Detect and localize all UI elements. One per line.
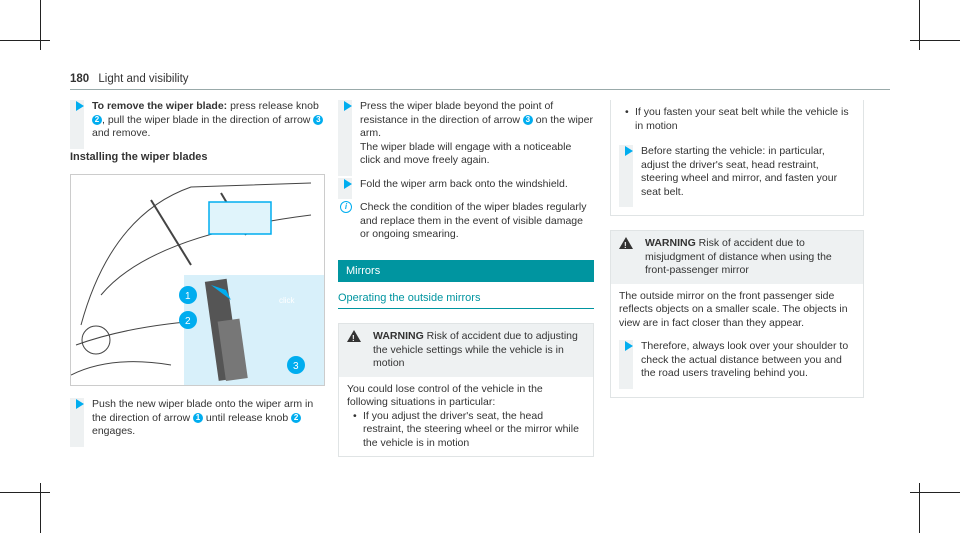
warning-box-mirror xyxy=(610,230,864,398)
list-item: • If you fasten your seat belt while the vehicle is in motion xyxy=(619,106,855,133)
warning-header: ! WARNING Risk of accident due to misjudgment of distance when using the front-passenger mirror xyxy=(611,231,863,284)
page-header xyxy=(70,73,189,85)
warning-box-continued xyxy=(610,100,864,216)
info-icon: i xyxy=(340,201,352,213)
svg-text:3: 3 xyxy=(293,361,299,372)
crop-mark xyxy=(910,492,960,493)
column-1 xyxy=(70,100,326,449)
svg-text:2: 2 xyxy=(185,316,191,327)
header-divider xyxy=(70,89,890,90)
info-note: i Check the condition of the wiper blades regularly and replace them in the event of visible damage or ongoing smearing. xyxy=(338,201,594,242)
badge-2: 2 xyxy=(92,115,102,125)
step-arrow-icon xyxy=(76,399,84,409)
step-arrow-icon xyxy=(344,101,352,111)
step-arrow-icon xyxy=(625,146,633,156)
svg-text:1: 1 xyxy=(185,291,191,302)
column-3 xyxy=(610,100,864,398)
mirrors-subtitle: Operating the outside mirrors xyxy=(338,292,594,310)
section-title: Installing the wiper blades xyxy=(70,150,208,163)
step-arrow-icon xyxy=(76,101,84,111)
warning-icon xyxy=(619,237,633,249)
badge-3: 3 xyxy=(313,115,323,125)
badge-1: 1 xyxy=(193,413,203,423)
warning-header: ! WARNING Risk of accident due to adjusting the vehicle settings while the vehicle is in motion xyxy=(339,324,593,377)
step-arrow-icon xyxy=(344,179,352,189)
step-fold-wiper: Fold the wiper arm back onto the windshield. xyxy=(338,178,594,192)
step-install-wiper: Push the new wiper blade onto the wiper arm in the direction of arrow 1 until release knob 2 engages. xyxy=(70,398,326,439)
mirrors-heading: Mirrors xyxy=(338,260,594,282)
crop-mark xyxy=(919,483,920,533)
click-label: click xyxy=(279,296,295,305)
step-press-wiper: Press the wiper blade beyond the point of resistance in the direction of arrow 3 on the wiper arm. The wiper blade will engage with a noticeable click and move freely again. xyxy=(338,100,594,168)
step-before-start: Before starting the vehicle: in particular, adjust the driver's seat, head restraint, steering wheel and mirror, and fasten your seat belt. xyxy=(619,145,855,199)
warning-icon xyxy=(347,330,361,342)
crop-mark xyxy=(40,483,41,533)
crop-mark xyxy=(919,0,920,50)
crop-mark xyxy=(0,492,50,493)
step-arrow-icon xyxy=(625,341,633,351)
step-look-shoulder: Therefore, always look over your shoulder to check the actual distance between you and the road users traveling behind you. xyxy=(619,340,855,381)
column-2 xyxy=(338,100,594,457)
list-item: • If you adjust the driver's seat, the head restraint, the steering wheel or the mirror while the vehicle is in motion xyxy=(347,410,585,451)
crop-mark xyxy=(40,0,41,50)
page-number: 180 xyxy=(70,73,90,85)
badge-2: 2 xyxy=(291,413,301,423)
crop-mark xyxy=(0,40,50,41)
warning-box xyxy=(338,323,594,457)
crop-mark xyxy=(910,40,960,41)
warning-body: The outside mirror on the front passenger side reflects objects on a smaller scale. The objects in view are in fact closer than they appear. Therefore, always look over your shoulder to check the actual distance between you and the road users traveling behind you. xyxy=(611,284,863,397)
badge-3: 3 xyxy=(523,115,533,125)
step-remove-wiper: To remove the wiper blade: press release knob 2 , pull the wiper blade in the direction of arrow 3 and remove. xyxy=(70,100,326,141)
warning-body: You could lose control of the vehicle in the following situations in particular: • If you adjust the driver's seat, the head restraint, the steering wheel or the mirror while the vehicle is in motion xyxy=(339,377,593,457)
section-name: Light and visibility xyxy=(98,73,189,85)
wiper-illustration xyxy=(70,174,325,386)
